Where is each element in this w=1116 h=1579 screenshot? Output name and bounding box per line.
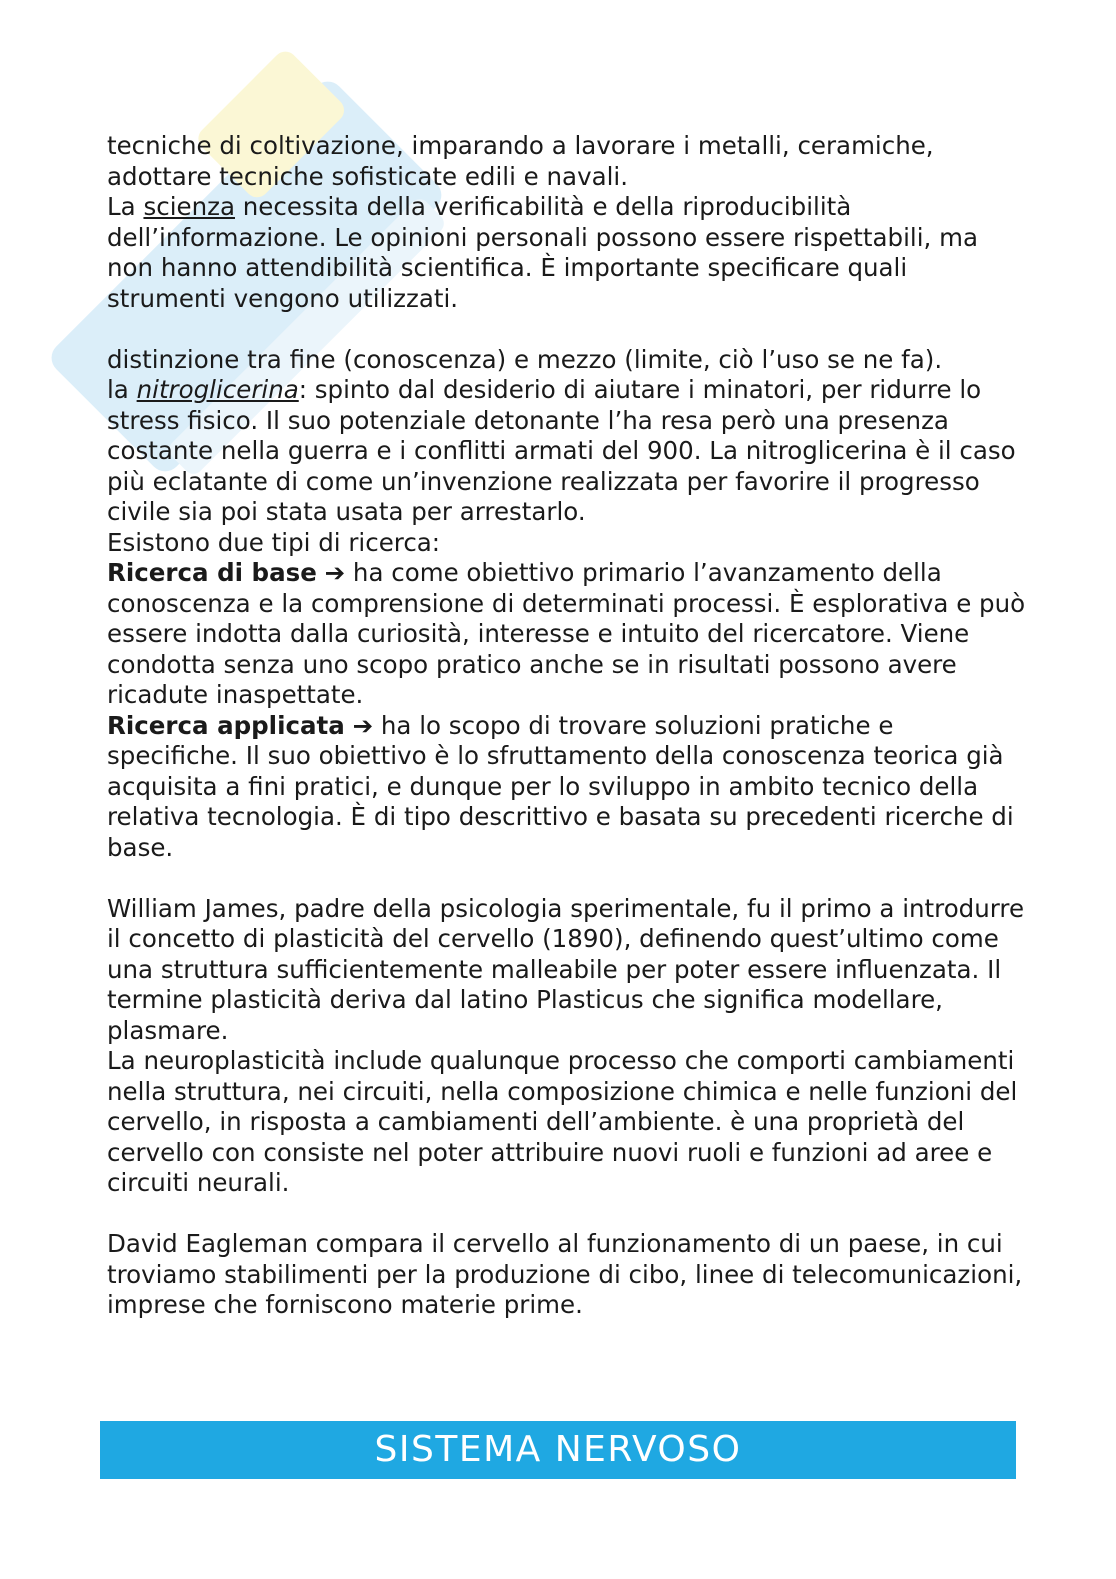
term-ricerca-applicata: Ricerca applicata [107, 710, 345, 740]
paragraph-william-james: William James, padre della psicologia sperimentale, fu il primo a introdurre il concetto di plasticità del cervello (1890), definendo quest’ultimo come una struttura sufficientemente malleabile per poter essere influenzata. Il termine plasticità deriva dal latino Plasticus che significa modellare, plasmare. [107, 893, 1025, 1045]
paragraph-coltivazione: tecniche di coltivazione, imparando a lavorare i metalli, ceramiche, adottare tecniche sofisticate edili e navali. [107, 131, 934, 191]
term-scienza: scienza [143, 192, 235, 221]
blank-line [107, 863, 1027, 894]
paragraph-ricerca-di-base: Ricerca di base ➔ ha come obiettivo primario l’avanzamento della conoscenza e la comprensione di determinati processi. È esplorativa e può essere indotta dalla curiosità, interesse e intuito del ricercatore. Viene condotta senza uno scopo pratico anche se in risultati possono avere ricadute inaspettate. [107, 558, 1026, 709]
blank-line [107, 1199, 1027, 1230]
paragraph-eagleman: David Eagleman compara il cervello al funzionamento di un paese, in cui troviamo stabilimenti per la produzione di cibo, linee di telecomunicazioni, imprese che forniscono materie prime. [107, 1229, 1023, 1319]
document-body [107, 131, 1027, 1321]
section-heading-banner: SISTEMA NERVOSO [100, 1421, 1016, 1479]
paragraph-ricerca-applicata: Ricerca applicata ➔ ha lo scopo di trovare soluzioni pratiche e specifiche. Il suo obiettivo è lo sfruttamento della conoscenza teorica già acquisita a fini pratici, e dunque per lo sviluppo in ambito tecnico della relativa tecnologia. È di tipo descrittivo e basata su precedenti ricerche di base. [107, 710, 1014, 862]
paragraph-neuroplasticita: La neuroplasticità include qualunque processo che comporti cambiamenti nella struttura, nei circuiti, nella composizione chimica e nelle funzioni del cervello, in risposta a cambiamenti dell’ambiente. è una proprietà del cervello con consiste nel poter attribuire nuovi ruoli e funzioni ad aree e circuiti neurali. [107, 1046, 1018, 1197]
term-nitroglicerina: nitroglicerina [136, 375, 299, 404]
blank-line [107, 314, 1027, 345]
paragraph-nitroglicerina: la nitroglicerina: spinto dal desiderio di aiutare i minatori, per ridurre lo stress fisico. Il suo potenziale detonante l’ha resa però una presenza costante nella guerra e i conflitti armati del 900. La nitroglicerina è il caso più eclatante di come un’invenzione realizzata per favorire il progresso civile sia poi stata usata per arrestarlo. [107, 375, 1016, 526]
term-ricerca-di-base: Ricerca di base [107, 558, 317, 587]
paragraph-tipi-ricerca: Esistono due tipi di ricerca: [107, 527, 441, 557]
paragraph-scienza: La scienza necessita della verificabilità e della riproducibilità dell’informazione. Le opinioni personali possono essere rispettabili, ma non hanno attendibilità scientifica. È importante specificare quali strumenti vengono utilizzati. [107, 192, 978, 313]
paragraph-distinzione: distinzione tra fine (conoscenza) e mezzo (limite, ciò l’uso se ne fa). [107, 344, 943, 374]
